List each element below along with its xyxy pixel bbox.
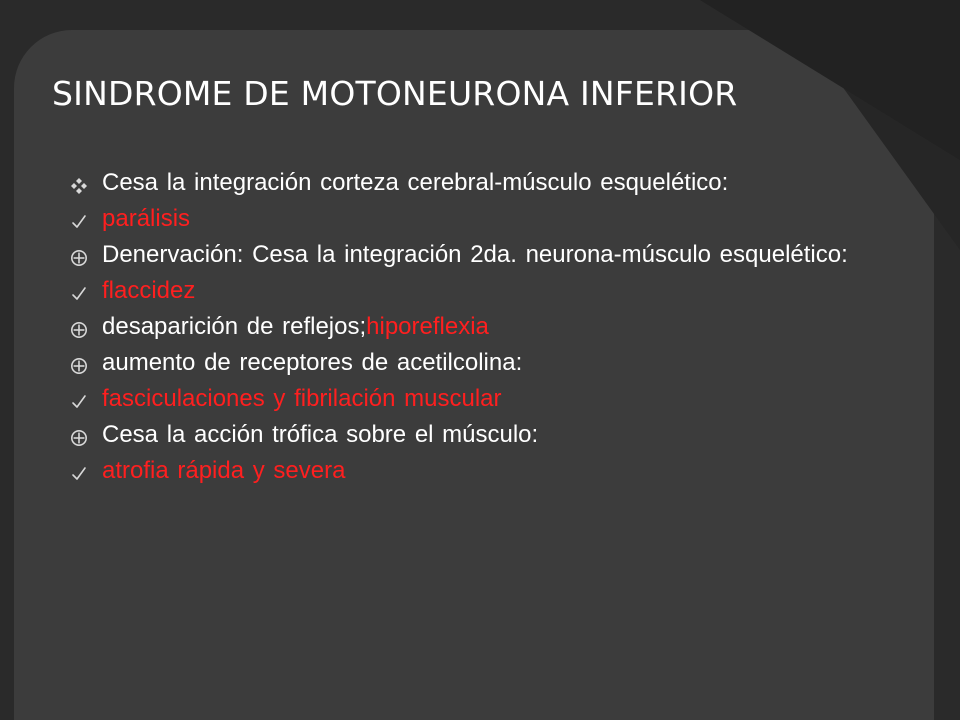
circle-cross-icon: [70, 355, 88, 373]
bullet-item: [64, 206, 854, 232]
bullet-item: [64, 170, 854, 196]
slide-title: SINDROME DE MOTONEURONA INFERIOR: [52, 74, 738, 113]
diamond-cross-icon: [70, 175, 88, 193]
bullet-item: [64, 350, 854, 376]
bullet-list: [64, 170, 854, 494]
checkmark-icon: [70, 211, 88, 229]
bullet-text: aumento de receptores de acetilcolina:: [102, 349, 523, 376]
bullet-highlight-text: parálisis: [102, 205, 191, 232]
checkmark-icon: [70, 463, 88, 481]
checkmark-icon: [70, 391, 88, 409]
bullet-highlight-text: hiporeflexia: [366, 313, 489, 340]
bullet-item: [64, 242, 854, 268]
circle-cross-icon: [70, 247, 88, 265]
bullet-highlight-text: atrofia rápida y severa: [102, 457, 346, 484]
circle-cross-icon: [70, 427, 88, 445]
bullet-text: Cesa la acción trófica sobre el músculo:: [102, 421, 539, 448]
bullet-highlight-text: fasciculaciones y fibrilación muscular: [102, 385, 502, 412]
bullet-item: [64, 386, 854, 412]
bullet-highlight-text: flaccidez: [102, 277, 196, 304]
bullet-text: Cesa la integración corteza cerebral-músculo esquelético:: [102, 169, 729, 196]
bullet-item: [64, 422, 854, 448]
checkmark-icon: [70, 283, 88, 301]
bullet-text: Denervación: Cesa la integración 2da. neurona-músculo esquelético:: [102, 241, 848, 268]
bullet-item: [64, 314, 854, 340]
bullet-item: [64, 278, 854, 304]
circle-cross-icon: [70, 319, 88, 337]
bullet-text: desaparición de reflejos;: [102, 313, 367, 340]
bullet-item: [64, 458, 854, 484]
